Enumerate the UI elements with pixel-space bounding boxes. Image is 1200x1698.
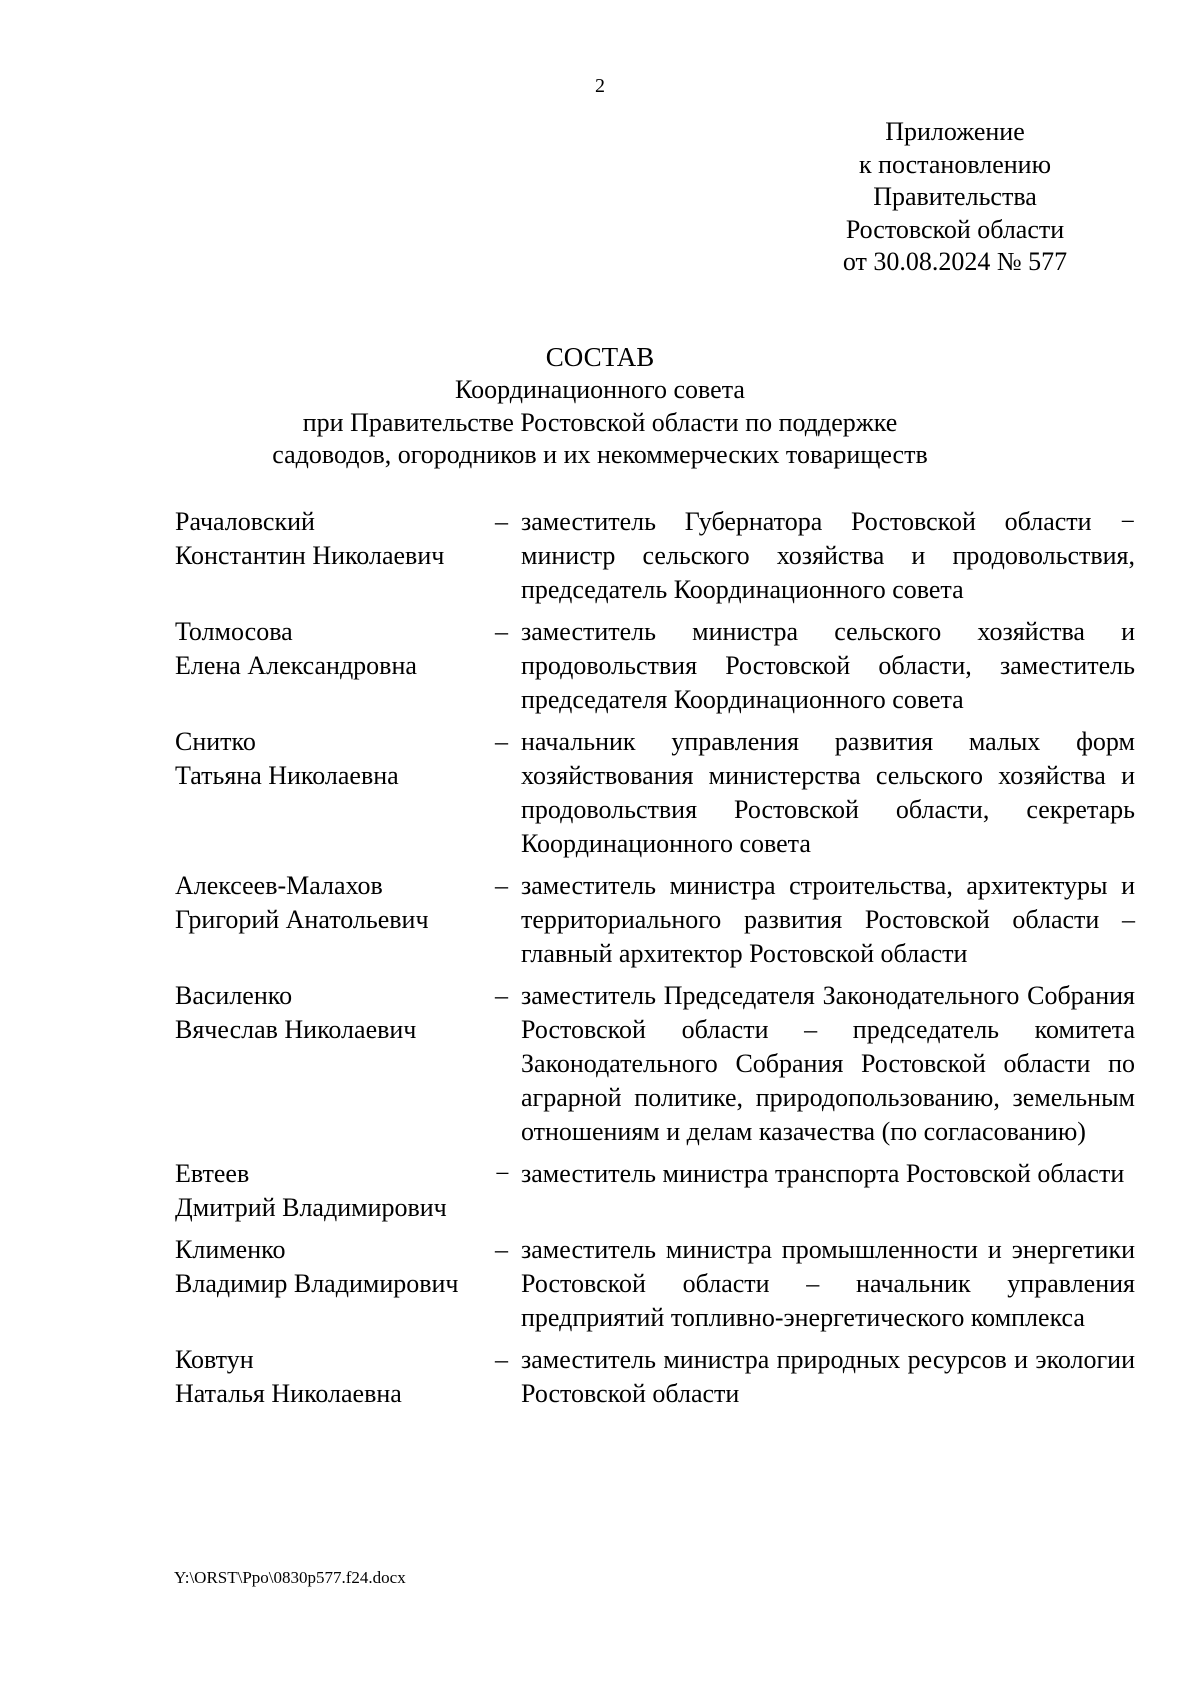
document-title bbox=[150, 340, 1050, 472]
appendix-line: Приложение bbox=[885, 117, 1025, 146]
title-heading: СОСТАВ bbox=[545, 342, 655, 372]
members-list bbox=[175, 505, 1135, 1411]
member-dash: – bbox=[495, 1235, 508, 1264]
member-entry bbox=[175, 1343, 1135, 1411]
member-given-name: Владимир Владимирович bbox=[175, 1269, 459, 1298]
member-surname: Василенко bbox=[175, 981, 293, 1010]
member-entry bbox=[175, 505, 1135, 607]
member-entry bbox=[175, 869, 1135, 971]
member-given-name: Григорий Анатольевич bbox=[175, 905, 429, 934]
member-name bbox=[175, 1157, 495, 1225]
member-role: заместитель министра строительства, архитектуры и территориального развития Ростовской области – главный архитектор Ростовской области bbox=[521, 871, 1135, 968]
member-name bbox=[175, 1233, 495, 1301]
member-name bbox=[175, 979, 495, 1047]
member-name bbox=[175, 869, 495, 937]
page-number: 2 bbox=[595, 75, 605, 97]
appendix-line: Ростовской области bbox=[845, 214, 1065, 244]
member-dash: – bbox=[495, 871, 508, 900]
member-name bbox=[175, 725, 495, 793]
member-role: заместитель министра природных ресурсов и экологии Ростовской области bbox=[521, 1345, 1135, 1408]
member-entry bbox=[175, 979, 1135, 1149]
member-dash: – bbox=[495, 1345, 508, 1374]
member-dash: – bbox=[495, 727, 508, 756]
member-name bbox=[175, 615, 495, 683]
member-surname: Толмосова bbox=[175, 617, 293, 646]
member-dash: − bbox=[495, 1159, 510, 1188]
member-surname: Клименко bbox=[175, 1235, 286, 1264]
member-given-name: Елена Александровна bbox=[175, 651, 417, 680]
member-name bbox=[175, 1343, 495, 1411]
member-surname: Снитко bbox=[175, 727, 256, 756]
member-dash: – bbox=[495, 617, 508, 646]
member-role: заместитель Председателя Законодательного Собрания Ростовской области – председатель комитета Законодательного Собрания Ростовской области по аграрной политике, природопользованию, земельным отношениям и делам казачества (по согласованию) bbox=[521, 981, 1135, 1146]
member-surname: Алексеев-Малахов bbox=[175, 871, 383, 900]
member-role: заместитель министра сельского хозяйства и продовольствия Ростовской области, заместитель председателя Координационного совета bbox=[521, 617, 1135, 714]
appendix-block bbox=[820, 116, 1090, 279]
member-given-name: Татьяна Николаевна bbox=[175, 761, 399, 790]
member-entry bbox=[175, 725, 1135, 861]
member-given-name: Наталья Николаевна bbox=[175, 1379, 402, 1408]
appendix-line: от 30.08.2024 № 577 bbox=[842, 247, 1068, 276]
title-line: при Правительстве Ростовской области по поддержке bbox=[302, 407, 898, 437]
appendix-line: к постановлению bbox=[858, 149, 1052, 179]
title-line: садоводов, огородников и их некоммерческих товариществ bbox=[272, 440, 928, 469]
member-entry bbox=[175, 615, 1135, 717]
member-role: заместитель Губернатора Ростовской области − министр сельского хозяйства и продовольствия, председатель Координационного совета bbox=[521, 507, 1135, 604]
member-dash: – bbox=[495, 981, 508, 1010]
member-entry bbox=[175, 1157, 1135, 1225]
member-given-name: Дмитрий Владимирович bbox=[175, 1193, 447, 1222]
member-surname: Евтеев bbox=[175, 1159, 250, 1188]
member-given-name: Вячеслав Николаевич bbox=[175, 1015, 417, 1044]
member-role: начальник управления развития малых форм хозяйствования министерства сельского хозяйства и продовольствия Ростовской области, секретарь Координационного совета bbox=[521, 727, 1135, 858]
member-role: заместитель министра транспорта Ростовской области bbox=[521, 1159, 1125, 1188]
title-line: Координационного совета bbox=[455, 375, 745, 404]
member-dash: – bbox=[495, 507, 508, 536]
member-surname: Ковтун bbox=[175, 1345, 254, 1374]
appendix-line: Правительства bbox=[873, 182, 1037, 211]
footer-file-path: Y:\ORST\Ppo\0830p577.f24.docx bbox=[174, 1568, 406, 1587]
member-surname: Рачаловский bbox=[175, 507, 315, 536]
member-role: заместитель министра промышленности и энергетики Ростовской области – начальник управления предприятий топливно-энергетического комплекса bbox=[521, 1235, 1135, 1332]
member-entry bbox=[175, 1233, 1135, 1335]
member-name bbox=[175, 505, 495, 573]
member-given-name: Константин Николаевич bbox=[175, 541, 445, 570]
